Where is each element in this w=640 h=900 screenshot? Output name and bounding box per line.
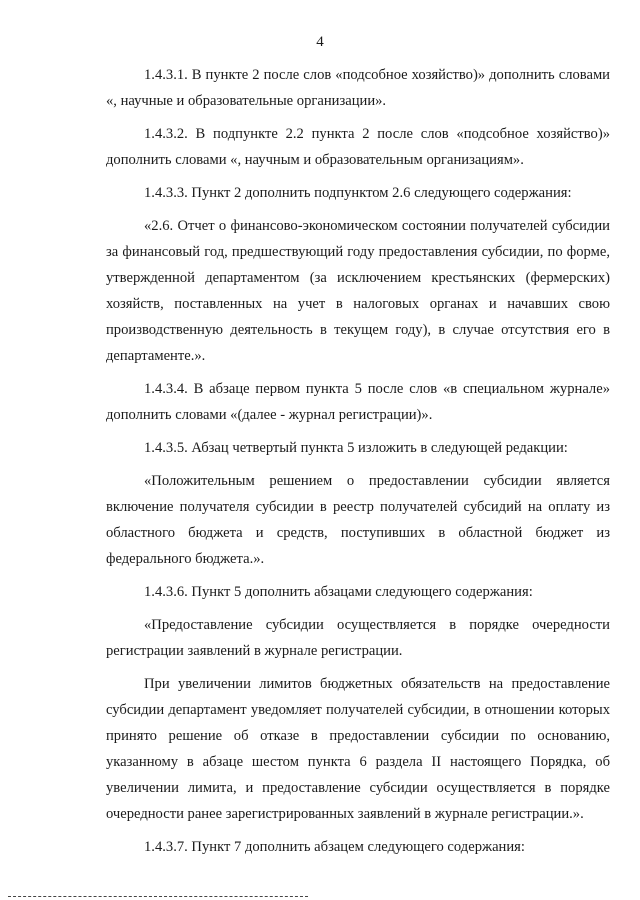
- paragraph-1-4-3-6: 1.4.3.6. Пункт 5 дополнить абзацами следующего содержания:: [144, 584, 533, 600]
- document-body: [106, 62, 610, 867]
- paragraph-1-4-3-7: 1.4.3.7. Пункт 7 дополнить абзацем следующего содержания:: [144, 839, 525, 855]
- paragraph-1-4-3-3: 1.4.3.3. Пункт 2 дополнить подпунктом 2.6 следующего содержания:: [144, 185, 572, 201]
- paragraph-1-4-3-5: 1.4.3.5. Абзац четвертый пункта 5 изложить в следующей редакции:: [144, 440, 568, 456]
- paragraph-subsidy-order-quote: «Предоставление субсидии осуществляется в порядке очередности регистрации заявлений в журнале регистрации.: [106, 617, 610, 659]
- paragraph-positive-decision-quote: «Положительным решением о предоставлении субсидии является включение получателя субсидии в реестр получателей субсидий на оплату из областного бюджета и средств, поступивших в областной бюджет из федерального бюджета.».: [106, 473, 610, 567]
- footer-divider: [8, 896, 308, 897]
- paragraph-1-4-3-4: 1.4.3.4. В абзаце первом пункта 5 после слов «в специальном журнале» дополнить словами «(далее - журнал регистрации)».: [106, 381, 610, 423]
- paragraph-2-6-quote: «2.6. Отчет о финансово-экономическом состоянии получателей субсидии за финансовый год, предшествующий году предоставления субсидии, по форме, утвержденной департаментом (за исключением крестьянских (фермерских) хозяйств, поставленных на учет в налоговых органах и начавших свою производственную деятельность в текущем году), в случае отсутствия его в департаменте.».: [106, 218, 610, 364]
- page-number: 4: [316, 34, 324, 50]
- paragraph-1-4-3-2: 1.4.3.2. В подпункте 2.2 пункта 2 после слов «подсобное хозяйство)» дополнить словами «, научным и образовательным организациям».: [106, 126, 610, 168]
- paragraph-limits-increase: При увеличении лимитов бюджетных обязательств на предоставление субсидии департамент уведомляет получателей субсидии, в отношении которых принято решение об отказе в предоставлении субсидии по основанию, указанному в абзаце шестом пункта 6 раздела II настоящего Порядка, об увеличении лимита, и предоставление субсидии осуществляется в порядке очередности ранее зарегистрированных заявлений в журнале регистрации.».: [106, 676, 610, 822]
- paragraph-1-4-3-1: 1.4.3.1. В пункте 2 после слов «подсобное хозяйство)» дополнить словами «, научные и образовательные организации».: [106, 67, 610, 109]
